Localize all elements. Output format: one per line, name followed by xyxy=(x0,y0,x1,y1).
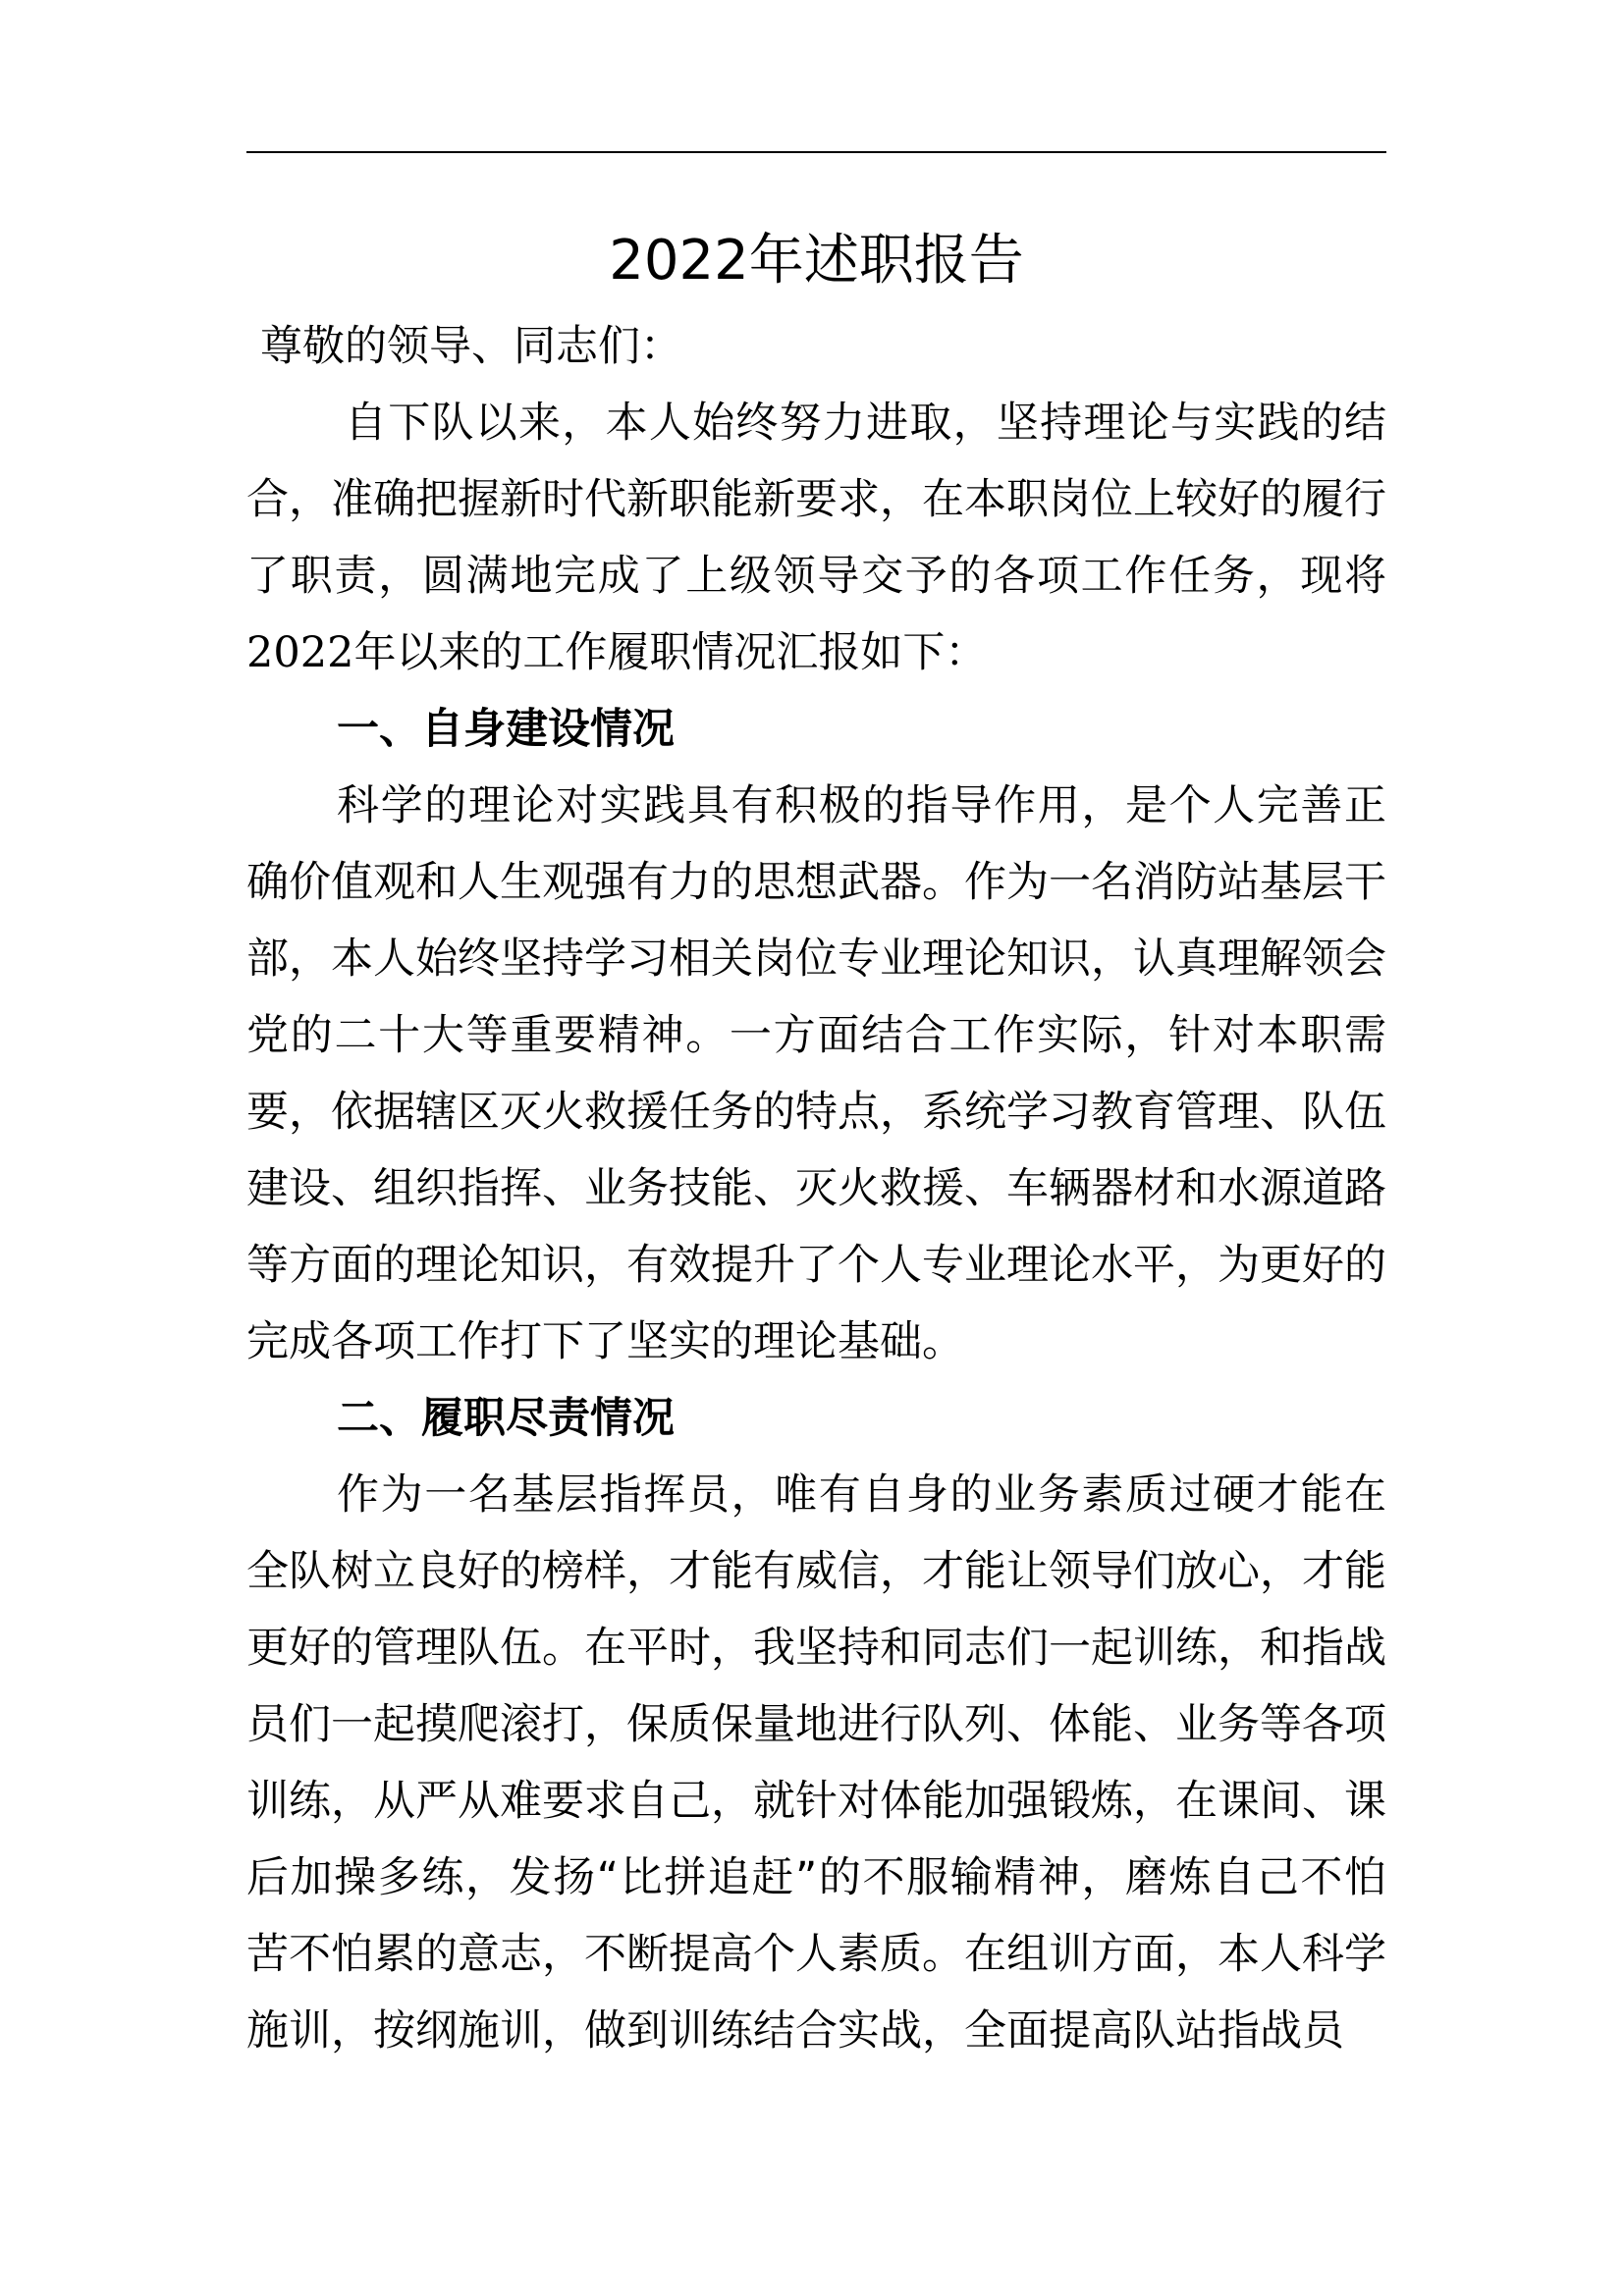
intro-year: 2022 xyxy=(246,628,354,677)
document-title: 2022年述职报告 xyxy=(609,229,1024,293)
section-paragraph-duty-performance: 作为一名基层指挥员，唯有自身的业务素质过硬才能在全队树立良好的榜样，才能有威信，才能让领导们放心，才能更好的管理队伍。在平时，我坚持和同志们一起训练，和指战员们一起摸爬滚打，保质保量地进行队列、体能、业务等各项训练，从严从难要求自己，就针对体能加强锻炼，在课间、课后加操多练，发扬“比拼追赶”的不服输精神，磨炼自己不怕苦不怕累的意志，不断提高个人素质。在组训方面，本人科学施训，按纲施训，做到训练结合实战，全面提高队站指战员 xyxy=(246,1470,1386,2056)
section-paragraph-self-building: 科学的理论对实践具有积极的指导作用，是个人完善正确价值观和人生观强有力的思想武器。作为一名消防站基层干部，本人始终坚持学习相关岗位专业理论知识，认真理解领会党的二十大等重要精神。一方面结合工作实际，针对本职需要，依据辖区灭火救援任务的特点，系统学习教育管理、队伍建设、组织指挥、业务技能、灭火救援、车辆器材和水源道路等方面的理论知识，有效提升了个人专业理论水平，为更好的完成各项工作打下了坚实的理论基础。 xyxy=(246,781,1386,1366)
section-heading-self-building: 一、自身建设情况 xyxy=(337,705,675,754)
intro-text-part2: 年以来的工作履职情况汇报如下： xyxy=(353,628,988,677)
header-rule xyxy=(246,151,1386,153)
section-heading-duty-performance: 二、履职尽责情况 xyxy=(337,1394,675,1443)
intro-paragraph xyxy=(246,385,1386,691)
document-body xyxy=(246,214,1386,2069)
salutation: 尊敬的领导、同志们： xyxy=(260,322,682,371)
intro-text-part1: 自下队以来，本人始终努力进取，坚持理论与实践的结合，准确把握新时代新职能新要求，在本职岗位上较好的履行了职责，圆满地完成了上级领导交予的各项工作任务，现将 xyxy=(246,399,1386,601)
